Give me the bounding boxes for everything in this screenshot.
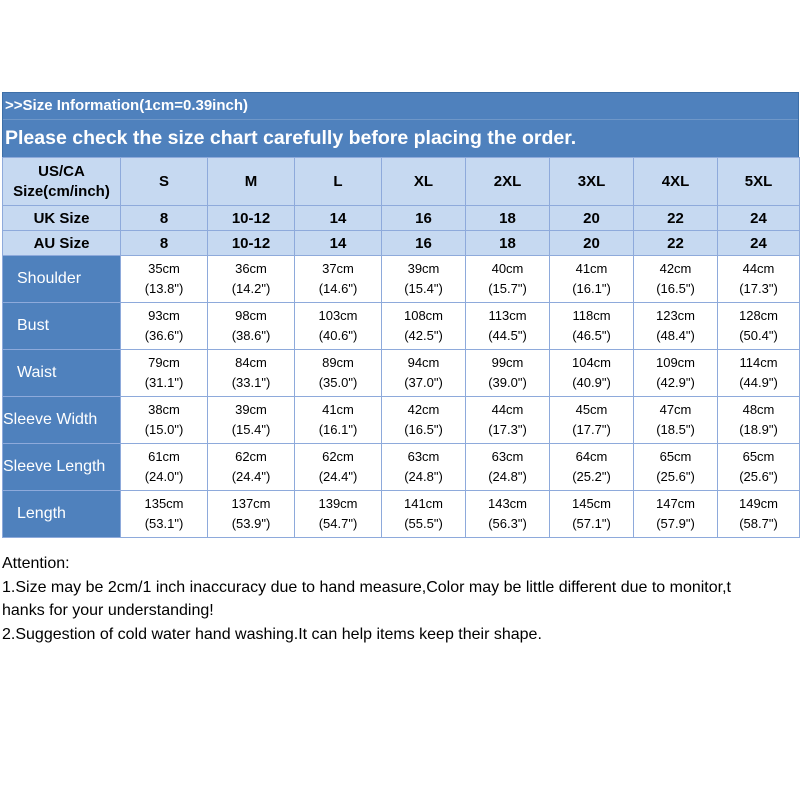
inch-value: (16.1") xyxy=(318,422,358,437)
inch-value: (36.6") xyxy=(144,328,184,343)
measurement-cell xyxy=(466,444,550,491)
measurement-cell xyxy=(208,444,295,491)
measurement-cell xyxy=(382,303,466,350)
inch-value: (44.5") xyxy=(488,328,527,343)
uk-size-cell: 14 xyxy=(295,206,382,231)
measurement-cell xyxy=(382,350,466,397)
corner-line2: Size(cm/inch) xyxy=(13,182,110,200)
measurement-cell xyxy=(466,491,550,538)
au-size-cell: 24 xyxy=(718,231,800,256)
cm-value: 143cm xyxy=(487,496,528,511)
cm-value: 35cm xyxy=(148,261,180,276)
inch-value: (48.4") xyxy=(656,328,695,343)
cm-value: 42cm xyxy=(659,261,692,276)
inch-value: (24.8") xyxy=(404,469,443,484)
notes-heading: Attention: xyxy=(2,555,70,572)
measurement-row xyxy=(3,303,800,350)
inch-value: (53.9") xyxy=(231,516,271,531)
inch-value: (56.3") xyxy=(488,516,527,531)
measurement-cell xyxy=(382,256,466,303)
inch-value: (15.7") xyxy=(488,281,527,296)
au-size-cell: 14 xyxy=(295,231,382,256)
cm-value: 104cm xyxy=(571,355,612,370)
measurement-label: Sleeve Length xyxy=(3,444,121,491)
cm-value: 149cm xyxy=(738,496,779,511)
cm-value: 44cm xyxy=(742,261,775,276)
inch-value: (50.4") xyxy=(739,328,778,343)
measurement-cell xyxy=(466,256,550,303)
inch-value: (54.7") xyxy=(318,516,358,531)
notes-line1: 1.Size may be 2cm/1 inch inaccuracy due to hand measure,Color may be little different due to monitor,t xyxy=(2,578,731,596)
measurement-cell xyxy=(550,397,634,444)
inch-value: (57.9") xyxy=(656,516,695,531)
measurement-label: Waist xyxy=(3,350,121,397)
cm-value: 114cm xyxy=(739,355,778,370)
cm-value: 109cm xyxy=(655,355,696,370)
inch-value: (18.9") xyxy=(739,422,778,437)
uk-size-cell: 22 xyxy=(634,206,718,231)
inch-value: (46.5") xyxy=(572,328,611,343)
size-chart xyxy=(2,92,799,538)
cm-value: 37cm xyxy=(322,261,354,276)
measurement-cell xyxy=(466,397,550,444)
measurement-label: Shoulder xyxy=(3,256,121,303)
cm-value: 145cm xyxy=(571,496,612,511)
inch-value: (24.8") xyxy=(488,469,527,484)
measurement-cell xyxy=(718,397,800,444)
banner-subtitle: Please check the size chart carefully before placing the order. xyxy=(5,127,577,149)
measurement-cell xyxy=(208,491,295,538)
measurement-cell xyxy=(208,303,295,350)
measurement-cell xyxy=(382,397,466,444)
measurement-cell xyxy=(295,397,382,444)
attention-notes xyxy=(2,552,798,646)
inch-value: (15.4") xyxy=(404,281,443,296)
measurement-cell xyxy=(121,491,208,538)
inch-value: (35.0") xyxy=(318,375,358,390)
measurement-cell xyxy=(121,444,208,491)
cm-value: 98cm xyxy=(235,308,267,323)
inch-value: (16.1") xyxy=(572,281,611,296)
measurement-row xyxy=(3,444,800,491)
cm-value: 61cm xyxy=(148,449,180,464)
notes-line1-cont: hanks for your understanding! xyxy=(2,602,214,619)
inch-value: (13.8") xyxy=(144,281,184,296)
inch-value: (17.3") xyxy=(739,281,778,296)
inch-value: (57.1") xyxy=(572,516,611,531)
inch-value: (37.0") xyxy=(404,375,443,390)
cm-value: 128cm xyxy=(738,308,779,323)
measurement-cell xyxy=(295,303,382,350)
cm-value: 36cm xyxy=(235,261,267,276)
cm-value: 118cm xyxy=(572,308,611,323)
measurement-cell xyxy=(295,350,382,397)
measurement-cell xyxy=(295,444,382,491)
measurement-cell xyxy=(466,350,550,397)
inch-value: (17.7") xyxy=(572,422,611,437)
measurement-row xyxy=(3,350,800,397)
measurement-cell xyxy=(550,303,634,350)
uk-size-cell: 16 xyxy=(382,206,466,231)
cm-value: 39cm xyxy=(407,261,440,276)
measurement-cell xyxy=(121,350,208,397)
measurement-cell xyxy=(121,303,208,350)
inch-value: (44.9") xyxy=(739,375,778,390)
cm-value: 79cm xyxy=(148,355,180,370)
au-size-cell: 18 xyxy=(466,231,550,256)
size-corner xyxy=(3,158,121,206)
size-header: S xyxy=(121,158,208,206)
inch-value: (58.7") xyxy=(739,516,778,531)
measurement-cell xyxy=(550,444,634,491)
inch-value: (24.4") xyxy=(318,469,358,484)
cm-value: 62cm xyxy=(235,449,267,464)
au-size-cell: 20 xyxy=(550,231,634,256)
measurement-cell xyxy=(121,397,208,444)
inch-value: (31.1") xyxy=(144,375,184,390)
measurement-cell xyxy=(382,491,466,538)
measurement-cell xyxy=(634,397,718,444)
inch-value: (38.6") xyxy=(231,328,271,343)
inch-value: (40.9") xyxy=(572,375,611,390)
cm-value: 39cm xyxy=(235,402,267,417)
measurement-cell xyxy=(718,303,800,350)
measurement-cell xyxy=(466,303,550,350)
inch-value: (40.6") xyxy=(318,328,358,343)
measurement-label: Length xyxy=(3,491,121,538)
measurement-cell xyxy=(550,256,634,303)
size-header: 3XL xyxy=(550,158,634,206)
cm-value: 45cm xyxy=(575,402,608,417)
inch-value: (25.2") xyxy=(572,469,611,484)
uk-size-cell: 10-12 xyxy=(208,206,295,231)
cm-value: 47cm xyxy=(659,402,692,417)
inch-value: (14.6") xyxy=(318,281,358,296)
banner-title: >>Size Information(1cm=0.39inch) xyxy=(3,93,798,120)
cm-value: 65cm xyxy=(659,449,692,464)
inch-value: (15.0") xyxy=(144,422,184,437)
size-header: 4XL xyxy=(634,158,718,206)
uk-size-cell: 8 xyxy=(121,206,208,231)
au-size-label: AU Size xyxy=(3,231,121,256)
uk-size-cell: 18 xyxy=(466,206,550,231)
measurement-cell xyxy=(718,350,800,397)
measurement-cell xyxy=(718,491,800,538)
inch-value: (17.3") xyxy=(488,422,527,437)
au-size-row xyxy=(3,231,800,256)
cm-value: 40cm xyxy=(491,261,524,276)
inch-value: (16.5") xyxy=(404,422,443,437)
cm-value: 48cm xyxy=(742,402,775,417)
corner-line1: US/CA xyxy=(38,162,85,180)
cm-value: 89cm xyxy=(322,355,354,370)
cm-value: 41cm xyxy=(575,261,608,276)
notes-line2: 2.Suggestion of cold water hand washing.It can help items keep their shape. xyxy=(2,625,542,643)
size-header: 2XL xyxy=(466,158,550,206)
measurement-cell xyxy=(634,491,718,538)
size-header: M xyxy=(208,158,295,206)
banner xyxy=(2,92,799,157)
measurement-cell xyxy=(382,444,466,491)
cm-value: 63cm xyxy=(407,449,440,464)
inch-value: (42.9") xyxy=(656,375,695,390)
cm-value: 137cm xyxy=(231,496,271,511)
measurement-cell xyxy=(550,491,634,538)
measurement-cell xyxy=(718,256,800,303)
measurement-cell xyxy=(208,256,295,303)
size-header: 5XL xyxy=(718,158,800,206)
size-header-row xyxy=(3,158,800,206)
size-header: XL xyxy=(382,158,466,206)
size-table xyxy=(2,157,800,538)
au-size-cell: 22 xyxy=(634,231,718,256)
measurement-row xyxy=(3,256,800,303)
measurement-row xyxy=(3,397,800,444)
cm-value: 84cm xyxy=(235,355,267,370)
measurement-cell xyxy=(634,256,718,303)
inch-value: (42.5") xyxy=(404,328,443,343)
measurement-cell xyxy=(121,256,208,303)
measurement-cell xyxy=(634,303,718,350)
cm-value: 108cm xyxy=(403,308,444,323)
cm-value: 42cm xyxy=(407,402,440,417)
measurement-cell xyxy=(295,256,382,303)
cm-value: 93cm xyxy=(148,308,180,323)
cm-value: 64cm xyxy=(575,449,608,464)
cm-value: 139cm xyxy=(318,496,358,511)
inch-value: (15.4") xyxy=(231,422,271,437)
inch-value: (14.2") xyxy=(231,281,271,296)
measurement-cell xyxy=(295,491,382,538)
cm-value: 62cm xyxy=(322,449,354,464)
cm-value: 38cm xyxy=(148,402,180,417)
measurement-row xyxy=(3,491,800,538)
cm-value: 41cm xyxy=(322,402,354,417)
au-size-cell: 10-12 xyxy=(208,231,295,256)
inch-value: (16.5") xyxy=(656,281,695,296)
inch-value: (18.5") xyxy=(656,422,695,437)
inch-value: (55.5") xyxy=(404,516,443,531)
inch-value: (24.4") xyxy=(231,469,271,484)
measurement-label: Sleeve Width xyxy=(3,397,121,444)
cm-value: 113cm xyxy=(488,308,527,323)
cm-value: 141cm xyxy=(403,496,444,511)
inch-value: (24.0") xyxy=(144,469,184,484)
measurement-cell xyxy=(208,350,295,397)
au-size-cell: 16 xyxy=(382,231,466,256)
cm-value: 63cm xyxy=(491,449,524,464)
uk-size-label: UK Size xyxy=(3,206,121,231)
cm-value: 103cm xyxy=(318,308,358,323)
measurement-cell xyxy=(208,397,295,444)
measurement-cell xyxy=(634,350,718,397)
measurement-label: Bust xyxy=(3,303,121,350)
cm-value: 135cm xyxy=(144,496,184,511)
inch-value: (25.6") xyxy=(656,469,695,484)
measurement-cell xyxy=(718,444,800,491)
size-header: L xyxy=(295,158,382,206)
inch-value: (33.1") xyxy=(231,375,271,390)
measurement-cell xyxy=(550,350,634,397)
inch-value: (53.1") xyxy=(144,516,184,531)
cm-value: 123cm xyxy=(655,308,696,323)
uk-size-cell: 20 xyxy=(550,206,634,231)
cm-value: 94cm xyxy=(407,355,440,370)
uk-size-row xyxy=(3,206,800,231)
inch-value: (25.6") xyxy=(739,469,778,484)
cm-value: 65cm xyxy=(742,449,775,464)
measurement-cell xyxy=(634,444,718,491)
cm-value: 99cm xyxy=(491,355,524,370)
au-size-cell: 8 xyxy=(121,231,208,256)
inch-value: (39.0") xyxy=(488,375,527,390)
uk-size-cell: 24 xyxy=(718,206,800,231)
cm-value: 44cm xyxy=(491,402,524,417)
cm-value: 147cm xyxy=(655,496,696,511)
